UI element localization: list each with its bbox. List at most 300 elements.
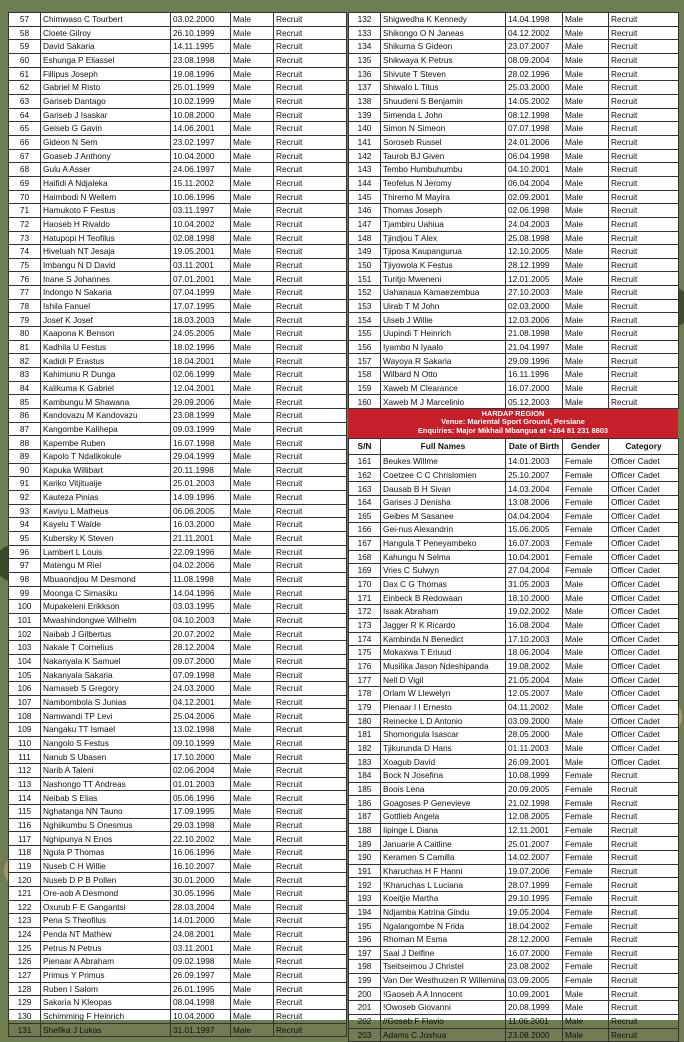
- cell-date-of-birth: 28.12.1999: [506, 258, 563, 272]
- cell-sn: 156: [349, 340, 381, 354]
- cell-full-name: Gideon N Sem: [41, 135, 171, 149]
- cell-category: Recruit: [609, 810, 679, 824]
- cell-sn: 57: [9, 13, 41, 27]
- cell-sn: 122: [9, 900, 41, 914]
- cell-full-name: Beukes Willme: [381, 455, 506, 469]
- cell-sn: 188: [349, 823, 381, 837]
- cell-date-of-birth: 19.07.2006: [506, 864, 563, 878]
- cell-sn: 131: [9, 1023, 41, 1037]
- cell-category: Recruit: [274, 286, 347, 300]
- cell-gender: Male: [231, 859, 274, 873]
- table-row: [9, 67, 347, 81]
- cell-full-name: Kadidi P Erastus: [41, 354, 171, 368]
- cell-full-name: Hamukoto F Festus: [41, 204, 171, 218]
- cell-full-name: Neibab S Elias: [41, 791, 171, 805]
- cell-full-name: Lambert L Louis: [41, 545, 171, 559]
- cell-category: Recruit: [274, 26, 347, 40]
- cell-date-of-birth: 14.03.2004: [506, 482, 563, 496]
- cell-sn: 170: [349, 577, 381, 591]
- cell-date-of-birth: 25.01.1999: [171, 81, 231, 95]
- cell-full-name: Shivute T Steven: [381, 67, 506, 81]
- cell-sn: 139: [349, 108, 381, 122]
- cell-category: Recruit: [609, 960, 679, 974]
- table-row: [349, 327, 679, 341]
- cell-category: Recruit: [274, 504, 347, 518]
- table-row: [9, 286, 347, 300]
- cell-gender: Male: [231, 586, 274, 600]
- cell-full-name: Kalikuma K Gabriel: [41, 381, 171, 395]
- cell-full-name: Chimwaso C Tourbert: [41, 13, 171, 27]
- cell-category: Recruit: [609, 67, 679, 81]
- table-row: [349, 190, 679, 204]
- cell-category: Recruit: [609, 395, 679, 409]
- cell-date-of-birth: 31.05.2003: [506, 577, 563, 591]
- table-row: [9, 26, 347, 40]
- cell-category: Recruit: [274, 463, 347, 477]
- cell-full-name: Nashongo TT Andreas: [41, 777, 171, 791]
- cell-sn: 109: [9, 723, 41, 737]
- table-row: [9, 190, 347, 204]
- cell-date-of-birth: 04.11.2002: [506, 700, 563, 714]
- table-row: [349, 741, 679, 755]
- cell-full-name: David Sakaria: [41, 40, 171, 54]
- cell-date-of-birth: 16.11.1996: [506, 368, 563, 382]
- cell-full-name: Kangombe Kalihepa: [41, 422, 171, 436]
- table-row: [349, 1014, 679, 1028]
- cell-category: Recruit: [274, 490, 347, 504]
- cell-gender: Male: [231, 682, 274, 696]
- cell-sn: 144: [349, 176, 381, 190]
- cell-full-name: Xoagub David: [381, 755, 506, 769]
- cell-category: Recruit: [274, 613, 347, 627]
- cell-full-name: Hiveluah NT Jesaja: [41, 245, 171, 259]
- cell-date-of-birth: 25.08.1998: [506, 231, 563, 245]
- cell-gender: Male: [231, 190, 274, 204]
- cell-date-of-birth: 25.01.2007: [506, 837, 563, 851]
- cell-sn: 143: [349, 163, 381, 177]
- cell-sn: 110: [9, 736, 41, 750]
- table-row: [9, 887, 347, 901]
- cell-gender: Male: [231, 245, 274, 259]
- cell-sn: 182: [349, 741, 381, 755]
- cell-full-name: Geiseb G Gavin: [41, 122, 171, 136]
- cell-sn: 172: [349, 605, 381, 619]
- cell-full-name: Uupindi T Heinrich: [381, 327, 506, 341]
- cell-full-name: Rhoman M Esma: [381, 933, 506, 947]
- cell-gender: Female: [563, 523, 609, 537]
- cell-category: Recruit: [274, 163, 347, 177]
- cell-date-of-birth: 31.01.1997: [171, 1023, 231, 1037]
- cell-date-of-birth: 17.09.1995: [171, 805, 231, 819]
- cell-gender: Male: [231, 654, 274, 668]
- cell-date-of-birth: 18.03.2003: [171, 313, 231, 327]
- cell-gender: Female: [563, 468, 609, 482]
- cell-category: Recruit: [609, 1001, 679, 1015]
- cell-category: Recruit: [274, 258, 347, 272]
- cell-full-name: Shikuma S Gideon: [381, 40, 506, 54]
- cell-date-of-birth: 30.05.1996: [171, 887, 231, 901]
- cell-gender: Male: [231, 955, 274, 969]
- table-row: [9, 736, 347, 750]
- cell-category: Officer Cadet: [609, 714, 679, 728]
- table-row: [349, 536, 679, 550]
- cell-date-of-birth: 23.07.2007: [506, 40, 563, 54]
- table-row: [9, 81, 347, 95]
- cell-full-name: Bock N Josefina: [381, 769, 506, 783]
- cell-date-of-birth: 04.12.2002: [506, 26, 563, 40]
- cell-date-of-birth: 01.01.2003: [171, 777, 231, 791]
- cell-full-name: Pena S Theofilus: [41, 914, 171, 928]
- cell-sn: 62: [9, 81, 41, 95]
- cell-category: Recruit: [274, 40, 347, 54]
- cell-full-name: Nuseb C H Willie: [41, 859, 171, 873]
- cell-gender: Male: [563, 1014, 609, 1028]
- cell-gender: Female: [563, 892, 609, 906]
- cell-sn: 80: [9, 327, 41, 341]
- cell-sn: 100: [9, 600, 41, 614]
- cell-full-name: Gabriel M Risto: [41, 81, 171, 95]
- cell-category: Recruit: [609, 108, 679, 122]
- cell-gender: Male: [231, 668, 274, 682]
- right-roster-bottom-body: [349, 455, 679, 1042]
- cell-sn: 82: [9, 354, 41, 368]
- cell-category: Recruit: [609, 286, 679, 300]
- cell-full-name: Shuudeni S Benjamin: [381, 94, 506, 108]
- table-row: [9, 777, 347, 791]
- cell-gender: Male: [563, 632, 609, 646]
- cell-gender: Male: [563, 272, 609, 286]
- cell-sn: 175: [349, 646, 381, 660]
- cell-sn: 191: [349, 864, 381, 878]
- cell-category: Officer Cadet: [609, 646, 679, 660]
- cell-date-of-birth: 07.01.2001: [171, 272, 231, 286]
- cell-full-name: //Goseb F Flavio: [381, 1014, 506, 1028]
- cell-gender: Male: [231, 477, 274, 491]
- cell-sn: 153: [349, 299, 381, 313]
- cell-gender: Female: [563, 878, 609, 892]
- table-row: [9, 654, 347, 668]
- cell-category: Recruit: [609, 381, 679, 395]
- cell-sn: 157: [349, 354, 381, 368]
- cell-sn: 125: [9, 941, 41, 955]
- cell-date-of-birth: 02.06.1998: [506, 204, 563, 218]
- table-row: [9, 108, 347, 122]
- cell-sn: 79: [9, 313, 41, 327]
- cell-full-name: Iyambo N Iyaalo: [381, 340, 506, 354]
- table-row: [9, 613, 347, 627]
- cell-sn: 75: [9, 258, 41, 272]
- cell-full-name: Simenda L John: [381, 108, 506, 122]
- table-row: [349, 272, 679, 286]
- cell-date-of-birth: 28.05.2000: [506, 728, 563, 742]
- table-row: [9, 450, 347, 464]
- cell-full-name: !Owoseb Giovanni: [381, 1001, 506, 1015]
- cell-full-name: Kadhila U Festus: [41, 340, 171, 354]
- cell-sn: 140: [349, 122, 381, 136]
- cell-category: Recruit: [609, 340, 679, 354]
- cell-category: Recruit: [609, 878, 679, 892]
- cell-date-of-birth: 02.06.1999: [171, 368, 231, 382]
- cell-sn: 198: [349, 960, 381, 974]
- cell-sn: 183: [349, 755, 381, 769]
- cell-date-of-birth: 10.02.1999: [171, 94, 231, 108]
- cell-gender: Male: [563, 1001, 609, 1015]
- table-row: [9, 299, 347, 313]
- cell-category: Officer Cadet: [609, 605, 679, 619]
- cell-gender: Male: [231, 327, 274, 341]
- cell-date-of-birth: 03.11.2001: [171, 258, 231, 272]
- cell-gender: Male: [231, 968, 274, 982]
- cell-gender: Male: [563, 53, 609, 67]
- cell-gender: Male: [563, 673, 609, 687]
- cell-date-of-birth: 14.05.2002: [506, 94, 563, 108]
- cell-full-name: Josef K Josef: [41, 313, 171, 327]
- cell-date-of-birth: 23.02.1997: [171, 135, 231, 149]
- cell-category: Recruit: [274, 914, 347, 928]
- table-row: [9, 1023, 347, 1037]
- cell-category: Recruit: [274, 846, 347, 860]
- cell-full-name: Xaweb M Clearance: [381, 381, 506, 395]
- cell-sn: 142: [349, 149, 381, 163]
- cell-date-of-birth: 28.07.1999: [506, 878, 563, 892]
- table-row: [9, 586, 347, 600]
- cell-gender: Male: [231, 1009, 274, 1023]
- cell-sn: 93: [9, 504, 41, 518]
- cell-date-of-birth: 10.08.2000: [171, 108, 231, 122]
- cell-sn: 160: [349, 395, 381, 409]
- table-row: [349, 782, 679, 796]
- cell-category: Recruit: [609, 782, 679, 796]
- cell-full-name: Matengu M Riel: [41, 559, 171, 573]
- cell-date-of-birth: 02.03.2000: [506, 299, 563, 313]
- cell-date-of-birth: 09.07.2000: [171, 654, 231, 668]
- table-row: [9, 340, 347, 354]
- cell-gender: Male: [563, 245, 609, 259]
- cell-sn: 95: [9, 531, 41, 545]
- cell-date-of-birth: 14.01.2003: [506, 455, 563, 469]
- cell-full-name: Reinecke L D Antonio: [381, 714, 506, 728]
- cell-category: Recruit: [609, 987, 679, 1001]
- cell-category: Officer Cadet: [609, 523, 679, 537]
- cell-full-name: Tjiposa Kaupangurua: [381, 245, 506, 259]
- cell-full-name: Mwashindongwe Wilhelm: [41, 613, 171, 627]
- cell-gender: Male: [231, 941, 274, 955]
- table-row: [9, 873, 347, 887]
- cell-full-name: Kapolo T Ndalikokule: [41, 450, 171, 464]
- cell-category: Recruit: [274, 1023, 347, 1037]
- cell-full-name: Gariseb Dantago: [41, 94, 171, 108]
- cell-category: Recruit: [274, 518, 347, 532]
- cell-category: Recruit: [274, 709, 347, 723]
- cell-sn: 141: [349, 135, 381, 149]
- cell-sn: 81: [9, 340, 41, 354]
- cell-full-name: Inane S Johannes: [41, 272, 171, 286]
- cell-category: Recruit: [274, 736, 347, 750]
- cell-category: Recruit: [274, 927, 347, 941]
- right-roster-top-body: [349, 13, 679, 409]
- cell-date-of-birth: 19.05.2004: [506, 905, 563, 919]
- cell-full-name: Shomongula Isascar: [381, 728, 506, 742]
- cell-category: Recruit: [609, 13, 679, 27]
- cell-category: Recruit: [609, 135, 679, 149]
- cell-sn: 159: [349, 381, 381, 395]
- table-row: [349, 837, 679, 851]
- cell-full-name: Tjambiru Uahiua: [381, 217, 506, 231]
- cell-sn: 167: [349, 536, 381, 550]
- cell-category: Recruit: [274, 682, 347, 696]
- cell-gender: Male: [231, 736, 274, 750]
- cell-gender: Male: [231, 149, 274, 163]
- table-row: [9, 682, 347, 696]
- table-row: [349, 823, 679, 837]
- cell-gender: Female: [563, 782, 609, 796]
- cell-full-name: Haifidi A Ndjaleka: [41, 176, 171, 190]
- cell-full-name: Kambinda N Benedict: [381, 632, 506, 646]
- cell-category: Recruit: [274, 135, 347, 149]
- cell-gender: Male: [231, 927, 274, 941]
- cell-category: Recruit: [274, 176, 347, 190]
- cell-category: Recruit: [274, 982, 347, 996]
- table-row: [349, 1028, 679, 1042]
- cell-sn: 202: [349, 1014, 381, 1028]
- cell-sn: 190: [349, 851, 381, 865]
- cell-gender: Male: [231, 53, 274, 67]
- cell-category: Recruit: [609, 864, 679, 878]
- cell-full-name: Kapembe Ruben: [41, 436, 171, 450]
- cell-category: Recruit: [609, 919, 679, 933]
- table-row: [9, 354, 347, 368]
- cell-date-of-birth: 24.04.2003: [506, 217, 563, 231]
- cell-full-name: Kayelu T Walde: [41, 518, 171, 532]
- cell-sn: 113: [9, 777, 41, 791]
- cell-date-of-birth: 15.06.2005: [506, 523, 563, 537]
- table-row: [9, 791, 347, 805]
- cell-date-of-birth: 28.03.2004: [171, 900, 231, 914]
- cell-full-name: Tjikurunda D Hans: [381, 741, 506, 755]
- cell-sn: 158: [349, 368, 381, 382]
- cell-category: Recruit: [274, 955, 347, 969]
- table-row: [9, 941, 347, 955]
- cell-date-of-birth: 29.03.1998: [171, 818, 231, 832]
- cell-sn: 106: [9, 682, 41, 696]
- table-row: [349, 496, 679, 510]
- table-row: [349, 1001, 679, 1015]
- cell-sn: 129: [9, 996, 41, 1010]
- cell-category: Recruit: [609, 851, 679, 865]
- cell-full-name: Xaweb M J Marcelinio: [381, 395, 506, 409]
- cell-sn: 165: [349, 509, 381, 523]
- table-row: [349, 618, 679, 632]
- cell-gender: Male: [231, 340, 274, 354]
- cell-full-name: Fillipus Joseph: [41, 67, 171, 81]
- cell-gender: Male: [563, 728, 609, 742]
- cell-sn: 200: [349, 987, 381, 1001]
- cell-category: Recruit: [274, 299, 347, 313]
- table-row: [349, 960, 679, 974]
- cell-date-of-birth: 10.04.2002: [171, 217, 231, 231]
- table-row: [349, 94, 679, 108]
- cell-sn: 148: [349, 231, 381, 245]
- cell-category: Officer Cadet: [609, 482, 679, 496]
- table-row: [9, 217, 347, 231]
- cell-sn: 102: [9, 627, 41, 641]
- table-row: [349, 135, 679, 149]
- cell-gender: Male: [563, 618, 609, 632]
- cell-date-of-birth: 05.06.1996: [171, 791, 231, 805]
- table-row: [9, 832, 347, 846]
- cell-sn: 123: [9, 914, 41, 928]
- table-row: [349, 564, 679, 578]
- cell-date-of-birth: 12.08.2005: [506, 810, 563, 824]
- cell-category: Recruit: [274, 818, 347, 832]
- cell-gender: Female: [563, 823, 609, 837]
- table-row: [349, 13, 679, 27]
- cell-category: Recruit: [274, 450, 347, 464]
- cell-sn: 98: [9, 572, 41, 586]
- cell-date-of-birth: 03.03.1995: [171, 600, 231, 614]
- cell-date-of-birth: 09.10.1999: [171, 736, 231, 750]
- cell-sn: 130: [9, 1009, 41, 1023]
- cell-category: Recruit: [274, 627, 347, 641]
- cell-gender: Male: [231, 286, 274, 300]
- cell-category: Officer Cadet: [609, 673, 679, 687]
- cell-full-name: Shikongo O N Janeas: [381, 26, 506, 40]
- cell-full-name: Kambungu M Shawana: [41, 395, 171, 409]
- table-row: [9, 859, 347, 873]
- cell-date-of-birth: 18.06.2004: [506, 646, 563, 660]
- cell-sn: 71: [9, 204, 41, 218]
- table-row: [349, 577, 679, 591]
- cell-category: Officer Cadet: [609, 687, 679, 701]
- cell-gender: Male: [563, 1028, 609, 1042]
- cell-date-of-birth: 12.03.2006: [506, 313, 563, 327]
- cell-full-name: Nakanyala K Samuel: [41, 654, 171, 668]
- cell-full-name: Garises J Denisha: [381, 496, 506, 510]
- cell-gender: Male: [563, 231, 609, 245]
- cell-gender: Female: [563, 509, 609, 523]
- table-row: [349, 53, 679, 67]
- cell-date-of-birth: 06.04.2004: [506, 176, 563, 190]
- cell-date-of-birth: 03.09.2005: [506, 973, 563, 987]
- cell-gender: Male: [231, 313, 274, 327]
- cell-gender: Male: [231, 531, 274, 545]
- cell-gender: Male: [563, 714, 609, 728]
- cell-category: Recruit: [609, 796, 679, 810]
- cell-full-name: Hangula T Peneyambeko: [381, 536, 506, 550]
- cell-gender: Male: [231, 490, 274, 504]
- cell-category: Recruit: [609, 122, 679, 136]
- cell-sn: 69: [9, 176, 41, 190]
- cell-date-of-birth: 07.09.1998: [171, 668, 231, 682]
- cell-date-of-birth: 20.08.1999: [506, 1001, 563, 1015]
- cell-sn: 166: [349, 523, 381, 537]
- cell-full-name: Kaviyu L Matheus: [41, 504, 171, 518]
- cell-full-name: Narib A Taleni: [41, 764, 171, 778]
- table-row: [9, 176, 347, 190]
- cell-sn: 135: [349, 53, 381, 67]
- cell-date-of-birth: 24.06.1997: [171, 163, 231, 177]
- cell-full-name: Indongo N Sakaria: [41, 286, 171, 300]
- cell-category: Recruit: [609, 973, 679, 987]
- cell-gender: Male: [563, 81, 609, 95]
- cell-date-of-birth: 25.04.2006: [171, 709, 231, 723]
- table-row: [349, 217, 679, 231]
- cell-category: Recruit: [274, 13, 347, 27]
- cell-category: Recruit: [274, 941, 347, 955]
- cell-full-name: Kaapona K Benson: [41, 327, 171, 341]
- cell-sn: 103: [9, 641, 41, 655]
- cell-sn: 60: [9, 53, 41, 67]
